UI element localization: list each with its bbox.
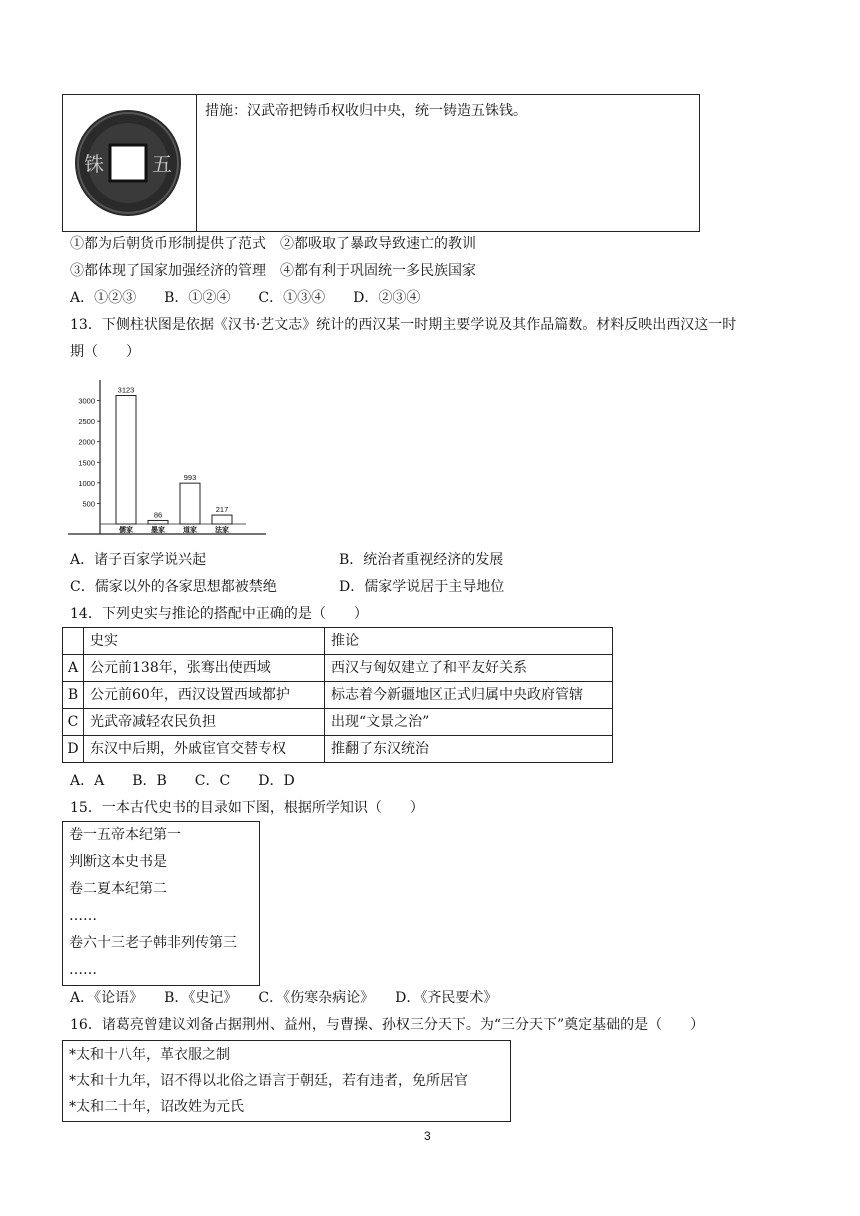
- q14-table-row: [63, 709, 613, 736]
- category-label: 儒家: [119, 525, 133, 534]
- coin-glyph-right: 五: [152, 152, 172, 176]
- data-label: 86: [153, 510, 163, 520]
- q14-row-key: B: [63, 682, 84, 709]
- y-tick-label: 1000: [78, 478, 95, 488]
- q14-table-header: [63, 628, 613, 655]
- q14-row-inference: 推翻了东汉统治: [325, 736, 613, 763]
- q12-measure-text: 措施：汉武帝把铸币权收归中央，统一铸造五铢钱。: [205, 103, 527, 119]
- wuzhu-coin-image: [63, 95, 196, 231]
- q14-row-fact: 东汉中后期，外戚宦官交替专权: [84, 736, 325, 763]
- y-tick-label: 3000: [78, 396, 95, 406]
- q16-material-line: *太和十九年，诏不得以北俗之语言于朝廷，若有违者，免所居官: [69, 1073, 468, 1089]
- bar: [116, 396, 136, 524]
- page-number: 3: [424, 1129, 431, 1143]
- y-tick-label: 1500: [78, 458, 95, 468]
- y-tick-label: 500: [82, 499, 95, 509]
- q14-table-row: [63, 736, 613, 763]
- coin-image-cell: [63, 95, 197, 231]
- category-label: 法家: [215, 525, 229, 534]
- q13-option-b: B．统治者重视经济的发展: [339, 552, 504, 568]
- q12-statements-line2: ③都体现了国家加强经济的管理 ④都有利于巩固统一多民族国家: [70, 263, 476, 279]
- q16-material-line: *太和十八年，革衣服之制: [69, 1047, 230, 1063]
- y-tick-label: 2500: [78, 417, 95, 427]
- q14-options: A．A B．B C．C D．D: [70, 773, 295, 789]
- q12-options: A．①②③ B．①②④ C．①③④ D．②③④: [70, 290, 421, 306]
- data-label: 993: [183, 473, 197, 483]
- data-label: 3123: [117, 385, 135, 395]
- q13-option-d: D．儒家学说居于主导地位: [339, 579, 505, 595]
- q14-stem: 14．下列史实与推论的搭配中正确的是（ ）: [70, 606, 368, 622]
- q14-row-inference: 出现“文景之治”: [325, 709, 613, 736]
- q14-header-inference: 推论: [325, 628, 613, 655]
- q14-table-row: [63, 655, 613, 682]
- q14-row-inference: 西汉与匈奴建立了和平友好关系: [325, 655, 613, 682]
- q14-header-key: [63, 628, 84, 655]
- coin-glyph-left: 铢: [84, 152, 104, 176]
- q16-stem: 16．诸葛亮曾建议刘备占据荆州、益州，与曹操、孙权三分天下。为“三分天下”奠定基础的是（ ）: [70, 1017, 705, 1033]
- q13-stem-line2: 期（ ）: [70, 344, 140, 360]
- q14-row-fact: 公元前60年，西汉设置西域都护: [84, 682, 325, 709]
- q16-material-box: [62, 1040, 511, 1122]
- q15-catalog-line: 卷六十三老子韩非列传第三: [69, 935, 237, 951]
- q12-measure-table: [62, 94, 700, 232]
- q13-option-a: A．诸子百家学说兴起: [70, 552, 207, 568]
- q16-material-line: *太和二十年，诏改姓为元氏: [69, 1099, 244, 1115]
- q14-row-key: C: [63, 709, 84, 736]
- q14-row-key: A: [63, 655, 84, 682]
- q13-stem-line1: 13．下侧柱状图是依据《汉书·艺文志》统计的西汉某一时期主要学说及其作品篇数。材料反映出西汉这一时: [70, 317, 737, 333]
- q15-catalog-box: [62, 821, 260, 986]
- category-label: 墨家: [151, 525, 165, 534]
- bar: [180, 483, 200, 524]
- q13-bar-chart: [66, 376, 271, 542]
- q15-catalog-line: ……: [69, 962, 97, 978]
- q14-table: [62, 627, 613, 763]
- q14-row-fact: 光武帝减轻农民负担: [84, 709, 325, 736]
- data-label: 217: [215, 505, 229, 515]
- q15-catalog-line: 判断这本史书是: [69, 854, 167, 870]
- q15-options: A．《论语》 B．《史记》 C．《伤寒杂病论》 D．《齐民要术》: [70, 990, 498, 1006]
- q14-table-row: [63, 682, 613, 709]
- q14-row-key: D: [63, 736, 84, 763]
- q15-catalog-line: ……: [69, 908, 97, 924]
- q14-row-inference: 标志着今新疆地区正式归属中央政府管辖: [325, 682, 613, 709]
- q14-row-fact: 公元前138年，张骞出使西域: [84, 655, 325, 682]
- bar: [148, 520, 168, 524]
- q15-catalog-line: 卷二夏本纪第二: [69, 881, 167, 897]
- q15-catalog-line: 卷一五帝本纪第一: [69, 827, 181, 843]
- q14-header-fact: 史实: [84, 628, 325, 655]
- bar: [212, 515, 232, 524]
- q12-statements-line1: ①都为后朝货币形制提供了范式 ②都吸取了暴政导致速亡的教训: [70, 236, 476, 252]
- y-tick-label: 2000: [78, 437, 95, 447]
- category-label: 道家: [183, 525, 197, 534]
- q15-stem: 15．一本古代史书的目录如下图，根据所学知识（ ）: [70, 800, 424, 816]
- q13-option-c: C．儒家以外的各家思想都被禁绝: [70, 579, 277, 595]
